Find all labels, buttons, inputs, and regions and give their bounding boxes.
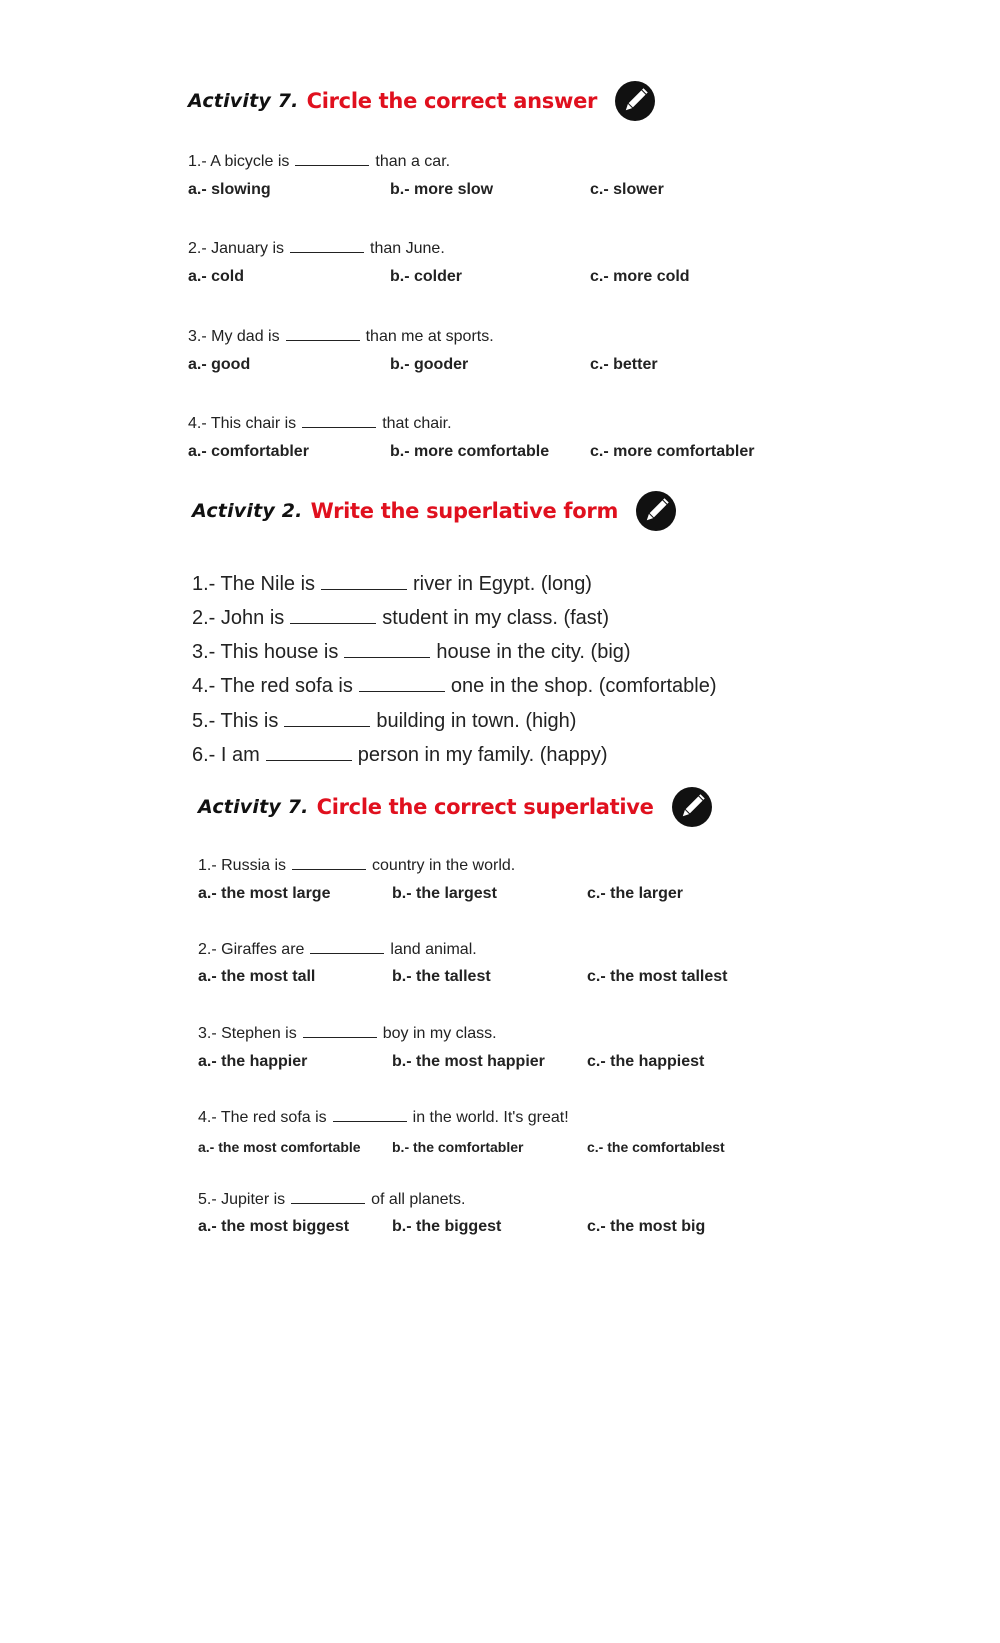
s1-q3-option-b[interactable]: b.- gooder xyxy=(390,356,469,373)
answer-blank[interactable] xyxy=(266,759,352,761)
answer-blank[interactable] xyxy=(290,251,364,253)
answer-blank[interactable] xyxy=(302,426,376,428)
s1-q1-option-b[interactable]: b.- more slow xyxy=(390,181,494,198)
s3-q3-option-b[interactable]: b.- the most happier xyxy=(392,1053,545,1070)
s3-q1: 1.- Russia is country in the world. xyxy=(198,857,516,874)
s1-q2-option-b[interactable]: b.- colder xyxy=(390,268,463,285)
s1-q2-option-c[interactable]: c.- more cold xyxy=(590,268,690,285)
s3-q2-option-c[interactable]: c.- the most tallest xyxy=(587,968,728,985)
s3-q3-option-a[interactable]: a.- the happier xyxy=(198,1053,308,1070)
pencil-icon xyxy=(615,81,655,121)
s3-q2: 2.- Giraffes are land animal. xyxy=(198,941,477,958)
answer-blank[interactable] xyxy=(359,690,445,692)
pencil-icon xyxy=(636,491,676,531)
s3-q4-option-c[interactable]: c.- the comfortablest xyxy=(587,1139,725,1155)
section2-heading xyxy=(192,491,676,531)
answer-blank[interactable] xyxy=(292,868,366,870)
s3-q5-option-a[interactable]: a.- the most biggest xyxy=(198,1218,350,1235)
s1-q1-option-c[interactable]: c.- slower xyxy=(590,181,664,198)
s2-sentence-2: 2.- John is student in my class. (fast) xyxy=(192,607,610,629)
section3-title: Circle the correct superlative xyxy=(316,795,654,819)
s3-q3-option-c[interactable]: c.- the happiest xyxy=(587,1053,705,1070)
s3-q4-option-b[interactable]: b.- the comfortabler xyxy=(392,1139,524,1155)
s3-q5-option-b[interactable]: b.- the biggest xyxy=(392,1218,502,1235)
s2-sentence-4: 4.- The red sofa is one in the shop. (comfortable) xyxy=(192,675,717,697)
answer-blank[interactable] xyxy=(303,1036,377,1038)
answer-blank[interactable] xyxy=(291,1202,365,1204)
s2-sentence-5: 5.- This is building in town. (high) xyxy=(192,710,577,732)
s3-q1-option-c[interactable]: c.- the larger xyxy=(587,885,684,902)
section1-heading xyxy=(188,81,655,121)
s3-q2-option-a[interactable]: a.- the most tall xyxy=(198,968,316,985)
s3-q5: 5.- Jupiter is of all planets. xyxy=(198,1191,466,1208)
answer-blank[interactable] xyxy=(321,588,407,590)
s3-q1-option-a[interactable]: a.- the most large xyxy=(198,885,331,902)
section1-title: Circle the correct answer xyxy=(306,89,598,113)
s3-q2-option-b[interactable]: b.- the tallest xyxy=(392,968,491,985)
s3-q4-option-a[interactable]: a.- the most comfortable xyxy=(198,1139,361,1155)
s1-q1-option-a[interactable]: a.- slowing xyxy=(188,181,271,198)
s1-q4-option-b[interactable]: b.- more comfortable xyxy=(390,443,550,460)
pencil-icon xyxy=(672,787,712,827)
s1-q2: 2.- January is than June. xyxy=(188,240,445,257)
s1-q1: 1.- A bicycle is than a car. xyxy=(188,153,451,170)
section1-activity-label: Activity 7. xyxy=(188,90,299,112)
answer-blank[interactable] xyxy=(286,339,360,341)
answer-blank[interactable] xyxy=(290,622,376,624)
s1-q3-option-a[interactable]: a.- good xyxy=(188,356,251,373)
answer-blank[interactable] xyxy=(333,1120,407,1122)
s2-sentence-3: 3.- This house is house in the city. (big) xyxy=(192,641,631,663)
answer-blank[interactable] xyxy=(344,656,430,658)
s1-q3-option-c[interactable]: c.- better xyxy=(590,356,658,373)
s1-q4-option-a[interactable]: a.- comfortabler xyxy=(188,443,309,460)
section2-title: Write the superlative form xyxy=(310,499,619,523)
s1-q2-option-a[interactable]: a.- cold xyxy=(188,268,245,285)
section3-heading xyxy=(198,787,712,827)
s1-q3: 3.- My dad is than me at sports. xyxy=(188,328,494,345)
section3-activity-label: Activity 7. xyxy=(198,796,309,818)
s1-q4-option-c[interactable]: c.- more comfortabler xyxy=(590,443,755,460)
s3-q1-option-b[interactable]: b.- the largest xyxy=(392,885,497,902)
s2-sentence-6: 6.- I am person in my family. (happy) xyxy=(192,744,608,766)
answer-blank[interactable] xyxy=(295,164,369,166)
section2-activity-label: Activity 2. xyxy=(192,500,303,522)
answer-blank[interactable] xyxy=(310,952,384,954)
s1-q4: 4.- This chair is that chair. xyxy=(188,415,452,432)
answer-blank[interactable] xyxy=(284,725,370,727)
s3-q5-option-c[interactable]: c.- the most big xyxy=(587,1218,706,1235)
s3-q4: 4.- The red sofa is in the world. It's great! xyxy=(198,1109,569,1126)
s3-q3: 3.- Stephen is boy in my class. xyxy=(198,1025,497,1042)
s2-sentence-1: 1.- The Nile is river in Egypt. (long) xyxy=(192,573,592,595)
